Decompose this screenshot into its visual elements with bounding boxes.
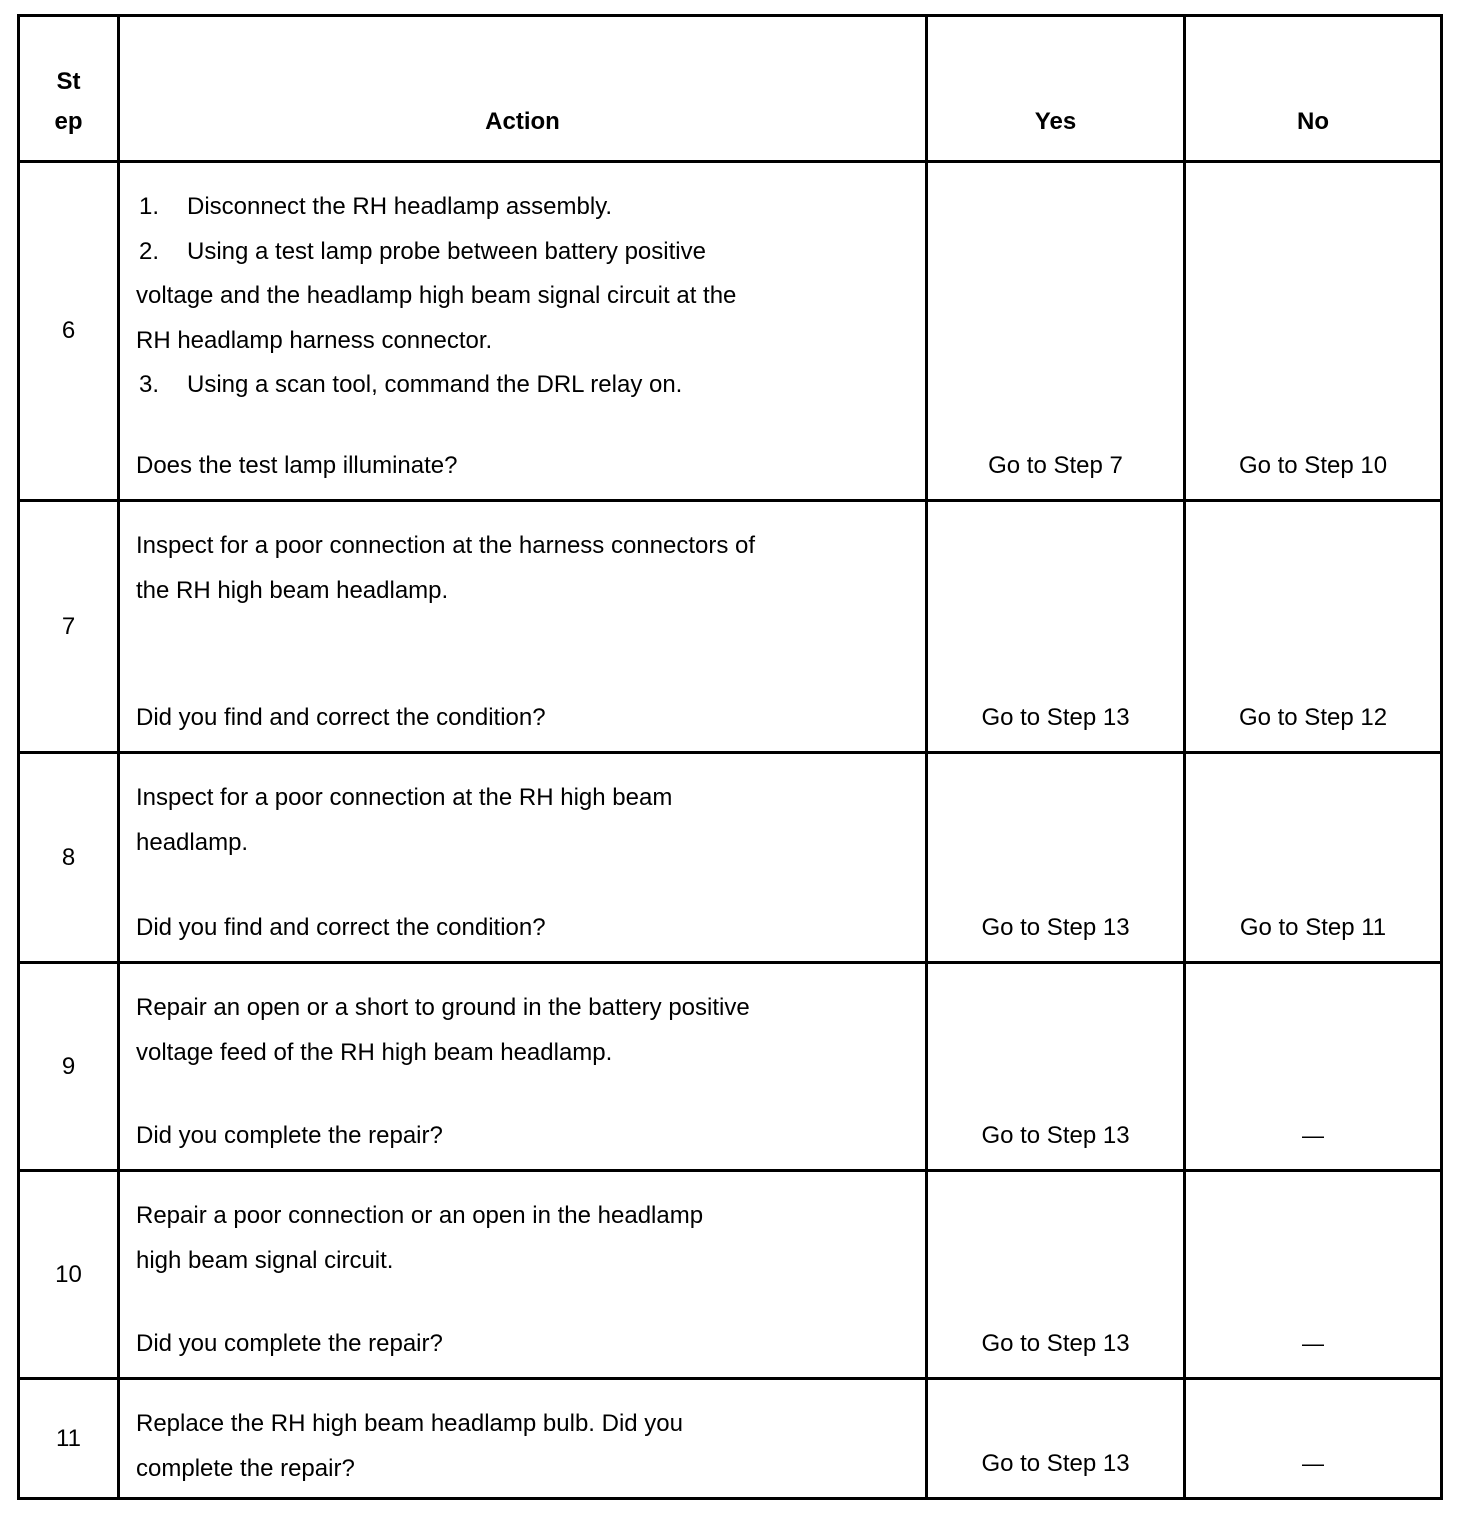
yes-cell (927, 963, 1185, 1171)
action-text: high beam signal circuit. (136, 1246, 394, 1274)
action-line (136, 1402, 865, 1447)
header-action: Action (119, 16, 927, 162)
action-line (136, 1194, 865, 1239)
header-no: No (1185, 16, 1442, 162)
action-question: Did you find and correct the condition? (136, 914, 546, 941)
step-number: 6 (19, 162, 119, 501)
yes-cell (927, 1171, 1185, 1379)
action-text: Inspect for a poor connection at the harness connectors of (136, 532, 756, 559)
yes-result: Go to Step 13 (981, 1450, 1130, 1477)
no-result: Go to Step 12 (1238, 704, 1388, 731)
action-text: Repair an open or a short to ground in the battery positive (136, 994, 750, 1021)
item-number: 1. (139, 193, 160, 220)
yes-result: Go to Step 13 (981, 704, 1130, 731)
action-line (136, 1031, 865, 1076)
action-line (136, 821, 865, 866)
action-text: Repair a poor connection or an open in the headlamp (136, 1202, 704, 1229)
no-cell (1185, 753, 1442, 963)
table-row (19, 753, 1442, 963)
no-cell (1185, 1379, 1442, 1499)
action-text: headlamp. (136, 828, 249, 856)
action-question: Did you complete the repair? (136, 1122, 443, 1149)
yes-result: Go to Step 13 (981, 914, 1130, 941)
yes-cell (927, 1379, 1185, 1499)
no-result: Go to Step 10 (1238, 452, 1388, 479)
action-cell (119, 162, 927, 501)
action-line (136, 1447, 865, 1492)
action-text: RH headlamp harness connector. (136, 326, 493, 354)
action-line (136, 776, 865, 821)
action-text: voltage and the headlamp high beam signal circuit at the (136, 282, 737, 309)
yes-result: Go to Step 13 (981, 1122, 1130, 1149)
action-text: voltage feed of the RH high beam headlamp. (136, 1038, 613, 1066)
yes-cell (927, 162, 1185, 501)
action-text: Replace the RH high beam headlamp bulb. Did you (136, 1410, 683, 1437)
no-result: — (1302, 1331, 1324, 1356)
action-text: Using a test lamp probe between battery positive (187, 237, 706, 265)
action-line (136, 524, 865, 569)
action-question: Does the test lamp illuminate? (136, 452, 458, 479)
table-row (19, 162, 1442, 501)
action-line (136, 569, 865, 614)
table-row (19, 501, 1442, 753)
step-number: 10 (19, 1171, 119, 1379)
action-cell (119, 1171, 927, 1379)
table-row (19, 963, 1442, 1171)
action-line (136, 986, 865, 1031)
action-cell (119, 963, 927, 1171)
yes-cell (927, 501, 1185, 753)
yes-result: Go to Step 13 (981, 1330, 1130, 1357)
action-text: Inspect for a poor connection at the RH high beam (136, 784, 673, 811)
action-line (136, 274, 865, 319)
step-number: 7 (19, 501, 119, 753)
yes-result: Go to Step 7 (988, 452, 1123, 479)
no-cell (1185, 501, 1442, 753)
action-text: complete the repair? (136, 1454, 355, 1482)
no-cell (1185, 162, 1442, 501)
no-result: Go to Step 11 (1239, 914, 1387, 941)
action-question: Did you complete the repair? (136, 1330, 443, 1357)
item-number: 2. (139, 237, 160, 265)
header-step: St ep (19, 16, 119, 162)
table-row (19, 1379, 1442, 1499)
action-cell (119, 1379, 927, 1499)
diagnostic-table (17, 14, 1443, 1500)
step-number: 11 (19, 1379, 119, 1499)
no-cell (1185, 1171, 1442, 1379)
action-text: the RH high beam headlamp. (136, 576, 449, 604)
yes-cell (927, 753, 1185, 963)
item-number: 3. (139, 371, 160, 398)
step-number: 9 (19, 963, 119, 1171)
step-number: 8 (19, 753, 119, 963)
action-text: Disconnect the RH headlamp assembly. (187, 193, 613, 220)
table-row (19, 1171, 1442, 1379)
action-cell (119, 501, 927, 753)
header-yes: Yes (927, 16, 1185, 162)
header-row (19, 16, 1442, 162)
action-question: Did you find and correct the condition? (136, 704, 546, 731)
action-line (136, 230, 865, 275)
action-text: Using a scan tool, command the DRL relay on. (187, 371, 683, 398)
no-result: — (1302, 1123, 1324, 1148)
no-result: — (1302, 1451, 1324, 1476)
action-line (136, 1239, 865, 1284)
action-line (136, 319, 865, 364)
action-cell (119, 753, 927, 963)
action-line (136, 363, 865, 408)
no-cell (1185, 963, 1442, 1171)
action-line (136, 185, 865, 230)
